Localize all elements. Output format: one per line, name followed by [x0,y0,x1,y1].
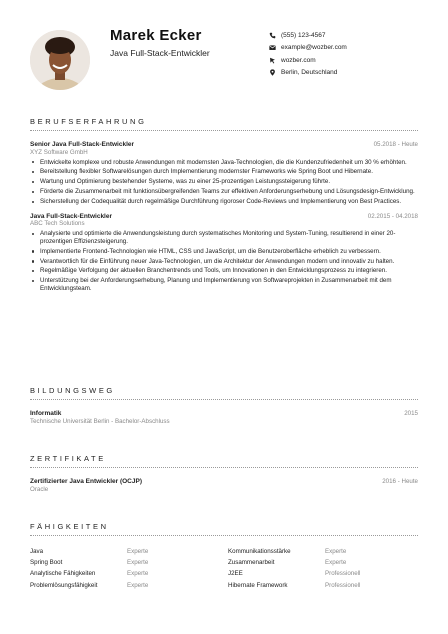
envelope-icon [268,44,276,52]
candidate-name: Marek Ecker [110,27,202,44]
skill-name: Analytische Fähigkeiten [30,570,96,578]
job-entry [30,213,418,293]
job-bullet: Sicherstellung der Codequalität durch regelmäßige Durchführung rigoroser Code-Reviews und Implementierung von Best Practices. [40,198,418,206]
contact-phone [268,29,347,42]
skills-grid [30,548,418,589]
contact-list [268,29,347,79]
skill-name: J2EE [228,570,243,578]
skill-name: Zusammenarbeit [228,559,275,567]
education-section [30,386,418,425]
job-dates: 05.2018 - Heute [373,141,418,148]
cursor-icon [268,56,276,64]
job-entry [30,141,418,206]
location-pin-icon [268,69,276,77]
skills-section [30,522,418,589]
skill-name: Problemlösungsfähigkeit [30,581,98,589]
certificate-dates: 2016 - Heute [382,478,418,485]
education-heading: BILDUNGSWEG [30,386,418,400]
job-company: XYZ Software GmbH [30,148,88,156]
candidate-job-title: Java Full-Stack-Entwickler [110,48,210,58]
job-bullet: Verantwortlich für die Einführung neuer Java-Technologien, um die Architektur der Anwendungen modern und innovativ zu halten. [40,258,418,266]
education-school: Technische Universität Berlin - Bachelor-Abschluss [30,417,170,425]
skill-level: Experte [325,559,347,567]
contact-location-text: Berlin, Deutschland [281,69,338,77]
skill-name: Java [30,548,44,555]
education-year: 2015 [404,410,418,417]
job-bullet: Förderte die Zusammenarbeit mit funktionsübergreifenden Teams zur effektiven Anforderungserhebung und Lösungsdesign-Entwicklung. [40,188,418,196]
skill-level: Experte [325,548,347,555]
skill-level: Experte [127,559,149,567]
certificate-entry [30,478,418,493]
job-bullet: Unterstützung bei der Anforderungserhebung, Planung und Implementierung von Softwareprojekten in Zusammenarbeit mit dem Entwicklungsteam. [40,277,418,292]
job-title: Java Full-Stack-Entwickler [30,212,113,220]
phone-icon [268,31,276,39]
job-bullet: Analysierte und optimierte die Anwendungsleistung durch systematisches Monitoring und System-Tuning, resultierend in einer 20-prozentigen Effizienzsteigerung. [40,230,418,245]
contact-website-text[interactable]: wozber.com [281,56,316,64]
job-company: ABC Tech Solutions [30,220,85,228]
skill-name: Spring Boot [30,559,63,567]
certificate-issuer: Oracle [30,485,49,493]
skill-level: Experte [127,581,149,589]
contact-website [268,54,347,67]
skill-level: Experte [127,570,149,578]
job-bullet: Entwickelte komplexe und robuste Anwendungen mit modernsten Java-Technologien, die die Kundenzufriedenheit um 30 % erhöhten. [40,159,418,167]
contact-email-text[interactable]: example@wozber.com [281,44,347,52]
contact-location [268,67,347,80]
job-bullet: Implementierte Frontend-Technologien wie HTML, CSS und JavaScript, um die Benutzeroberfläche erheblich zu verbessern. [40,248,418,256]
job-bullet: Wartung und Optimierung bestehender Systeme, was zu einer 25-prozentigen Leistungssteigerung führte. [40,178,418,186]
profile-photo [30,30,90,90]
job-title: Senior Java Full-Stack-Entwickler [30,141,135,148]
experience-section [30,117,418,295]
skill-name: Kommunikationsstärke [228,548,291,555]
skill-level: Professionell [325,570,361,578]
certificates-heading: ZERTIFIKATE [30,454,418,468]
certificate-name: Zertifizierter Java Entwickler (OCJP) [30,478,142,485]
job-bullet-list [30,159,418,206]
contact-email [268,42,347,55]
skill-level: Experte [127,548,149,555]
profile-photo-image [30,30,90,90]
job-bullet-list [30,230,418,292]
education-degree: Informatik [30,410,62,417]
job-dates: 02.2015 - 04.2018 [367,212,418,220]
job-bullet: Bereitstellung flexibler Softwarelösungen durch Implementierung modernster Frameworks wie Spring Boot und Hibernate. [40,168,418,176]
skill-name: Hibernate Framework [228,581,288,589]
skills-heading: FÄHIGKEITEN [30,522,418,536]
contact-phone-text[interactable]: (555) 123-4567 [281,31,326,39]
skill-level: Professionell [325,581,361,589]
job-bullet: Regelmäßige Verfolgung der aktuellen Branchentrends und Tools, um Innovationen in den Entwicklungsprozess zu integrieren. [40,267,418,275]
education-entry [30,410,418,425]
certificates-section [30,454,418,493]
experience-heading: BERUFSERFAHRUNG [30,117,418,131]
